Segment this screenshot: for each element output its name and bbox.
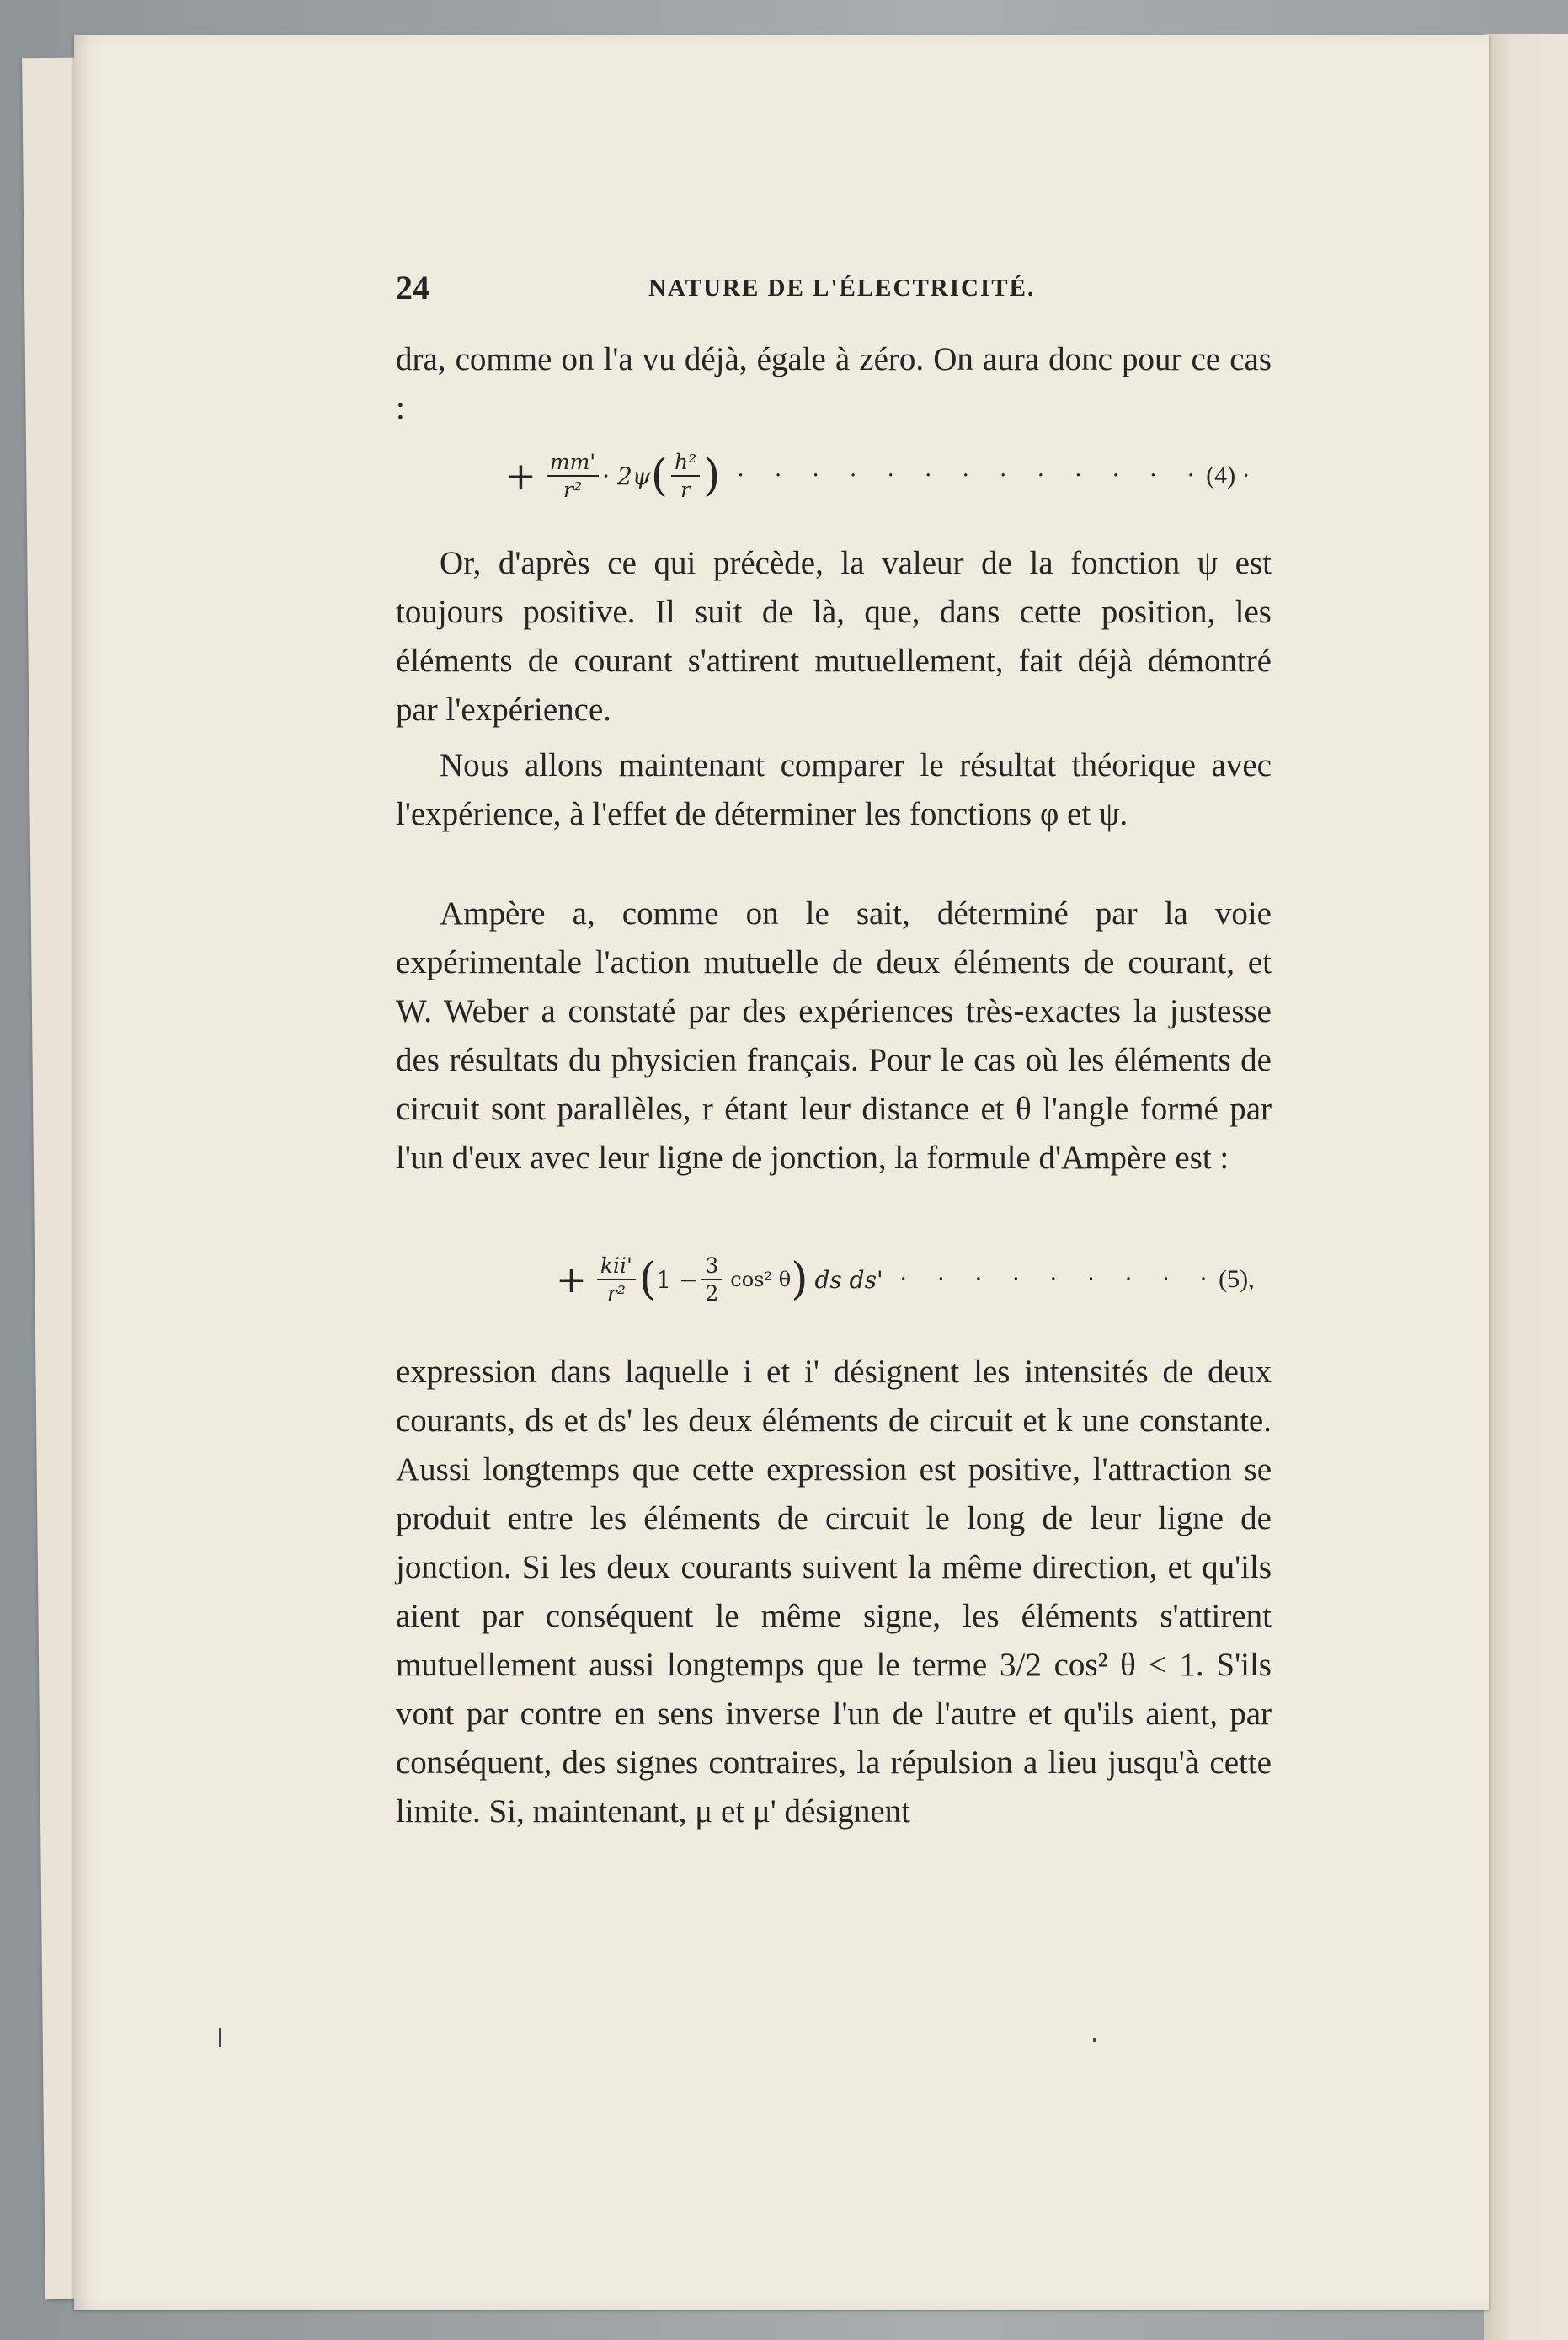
stray-dot [1093,2038,1096,2042]
paragraph-4: Ampère a, comme on le sait, déterminé par la voie expérimentale l'action mutuelle de deux éléments de courant, et W. Weber a constaté par des expériences très-exactes la justesse des résultats du physicien français. Pour le cas où les éléments de circuit sont parallèles, r étant leur distance et θ l'angle formé par l'un d'eux avec leur ligne de jonction, la formule d'Ampère est : [396,895,1272,1176]
eq5-fraction-2 [701,1255,722,1304]
eq4-fraction-2 [671,451,700,500]
eq4-num1: mm' [547,451,599,477]
eq5-num1: kii' [597,1255,636,1280]
eq4-label: (4) · [1206,462,1251,489]
eq4-num2: h² [671,451,700,477]
eq5-den1: r² [606,1281,626,1306]
eq5-leaders: · · · · · · · · · [899,1267,1219,1292]
paragraph-5: expression dans laquelle i et i' désignent les intensités de deux courants, ds et ds' les deux éléments de circuit et k une constante. Aussi longtemps que cette expression est positive, l'attraction se produit entre les éléments de circuit le long de leur ligne de jonction. Si les deux courants suivent la même direction, et qu'ils aient par conséquent le même signe, les éléments s'attirent mutuellement aussi longtemps que le terme 3/2 cos² θ < 1. S'ils vont par contre en sens inverse l'un de l'autre et qu'ils aient, par conséquent, des signes contraires, la répulsion a lieu jusqu'à cette limite. Si, maintenant, μ et μ' désignent [396,1354,1272,1830]
eq5-differentials: ds ds' [814,1265,883,1294]
paragraph-3: Nous allons maintenant comparer le résultat théorique avec l'expérience, à l'effet de déterminer les fonctions φ et ψ. [396,747,1272,832]
eq4-den2: r [680,478,691,502]
eq5-one-minus: 1 − [656,1265,699,1294]
eq5-den2: 2 [705,1281,719,1306]
eq5-fraction-1 [597,1255,636,1304]
paragraph-1: dra, comme on l'a vu déjà, égale à zéro. On aura donc pour ce cas : [396,341,1272,426]
eq4-leaders: · · · · · · · · · · · · · [737,463,1207,489]
facing-page-edge [1484,34,1568,2340]
page-header [396,268,1280,310]
eq5-tail: cos² θ [730,1268,792,1291]
eq4-open-paren: ( [650,451,669,501]
eq4-fraction-1 [547,451,599,500]
eq5-plus: + [556,1258,587,1301]
running-title: NATURE DE L'ÉLECTRICITÉ. [648,275,1036,302]
eq4-mid: · 2ψ [602,462,651,490]
eq5-label: (5), [1219,1265,1255,1293]
equation-5 [556,1255,1255,1304]
eq4-plus: + [505,454,536,498]
equation-4 [505,451,1251,500]
page-number: 24 [396,269,429,307]
stray-mark [219,2028,221,2047]
eq5-close-paren: ) [791,1254,808,1305]
paragraph-2: Or, d'après ce qui précède, la valeur de la fonction ψ est toujours positive. Il suit de là, que, dans cette position, les éléments de courant s'attirent mutuellement, fait déjà démontré par l'expérience. [396,545,1272,728]
eq5-open-paren: ( [638,1254,657,1305]
eq4-den1: r² [563,478,583,502]
eq5-num2: 3 [701,1255,722,1280]
eq4-close-paren: ) [703,451,721,501]
